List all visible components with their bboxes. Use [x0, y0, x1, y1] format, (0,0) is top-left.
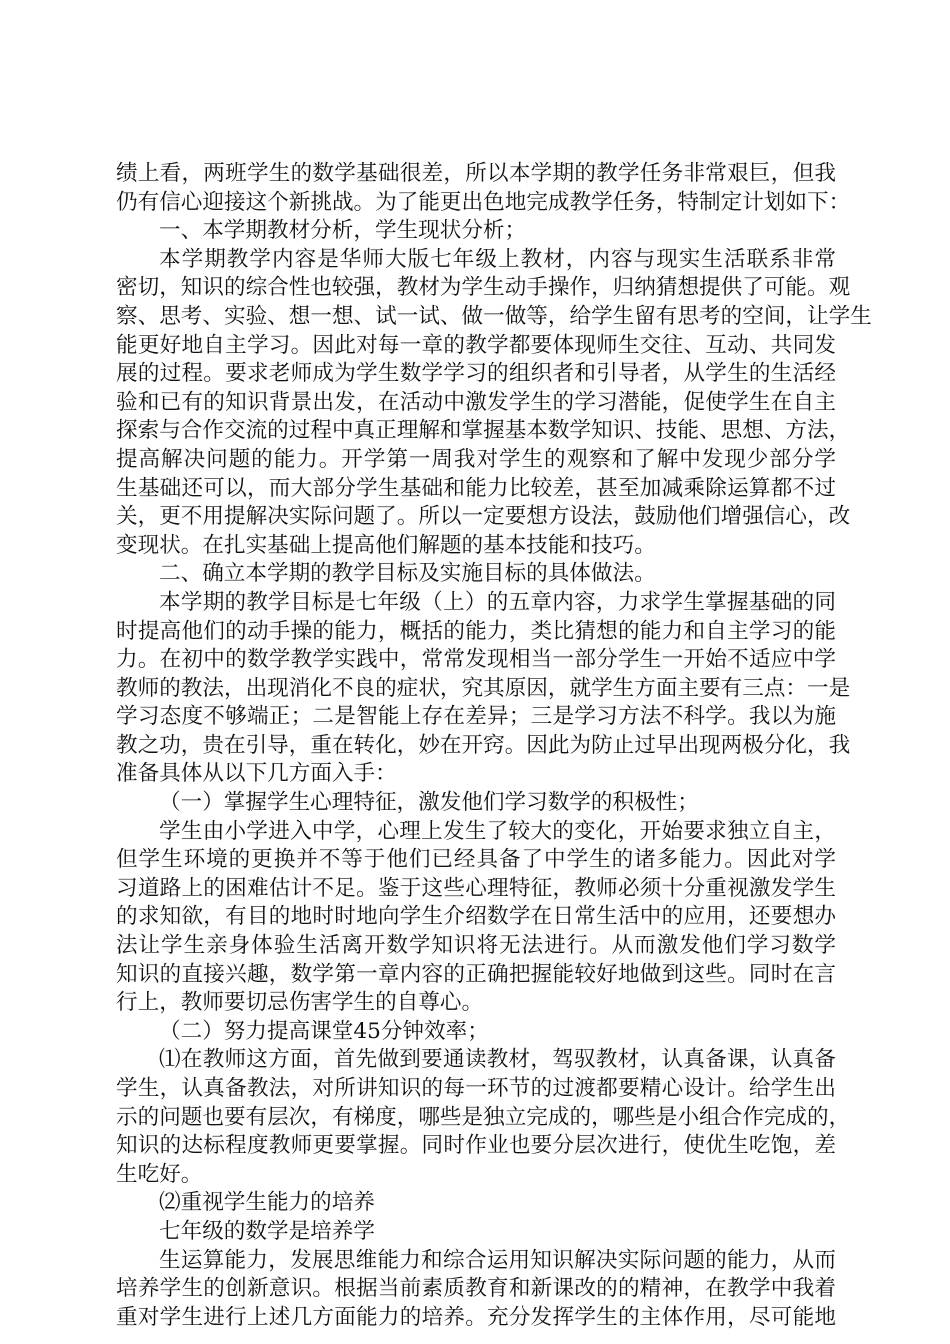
text-line: （二）努力提高课堂45分钟效率； — [159, 1018, 489, 1044]
text-line: 七年级的数学是培养学 — [159, 1218, 375, 1244]
text-line: 一、本学期教材分析，学生现状分析； — [159, 218, 527, 244]
text-line: 教师的教法，出现消化不良的症状，究其原因，就学生方面主要有三点：一是 — [116, 675, 851, 701]
text-line: ⑴在教师这方面，首先做到要通读教材，驾驭教材，认真备课，认真备 — [159, 1047, 836, 1073]
text-line: 但学生环境的更换并不等于他们已经具备了中学生的诸多能力。因此对学 — [116, 847, 836, 873]
text-line: 知识的直接兴趣，数学第一章内容的正确把握能较好地做到这些。同时在言 — [116, 961, 836, 987]
text-line: 的求知欲，有目的地时时地向学生介绍数学在日常生活中的应用，还要想办 — [116, 904, 836, 930]
text-line: 教之功，贵在引导，重在转化，妙在开窍。因此为防止过早出现两极分化，我 — [116, 732, 851, 758]
text-line: 生吃好。 — [116, 1161, 203, 1187]
text-line: 二、确立本学期的教学目标及实施目标的具体做法。 — [159, 561, 656, 587]
text-line: 示的问题也要有层次，有梯度，哪些是独立完成的，哪些是小组合作完成的， — [116, 1104, 851, 1130]
text-line: 生运算能力，发展思维能力和综合运用知识解决实际问题的能力，从而 — [159, 1247, 836, 1273]
text-line: 能更好地自主学习。因此对每一章的教学都要体现师生交往、互动、共同发 — [116, 332, 836, 358]
text-line: 本学期的教学目标是七年级（上）的五章内容，力求学生掌握基础的同 — [159, 589, 836, 615]
text-line: 习道路上的困难估计不足。鉴于这些心理特征，教师必须十分重视激发学生 — [116, 875, 836, 901]
text-line: 重对学生进行上述几方面能力的培养。充分发挥学生的主体作用，尽可能地 — [116, 1304, 836, 1330]
text-line: 验和已有的知识背景出发，在活动中激发学生的学习潜能，促使学生在自主 — [116, 389, 836, 415]
text-line: 培养学生的创新意识。根据当前素质教育和新课改的的精神，在教学中我着 — [116, 1276, 836, 1302]
text-line: 学生由小学进入中学，心理上发生了较大的变化，开始要求独立自主， — [159, 818, 836, 844]
text-line: 准备具体从以下几方面入手： — [116, 761, 397, 787]
text-line: （一）掌握学生心理特征，激发他们学习数学的积极性； — [159, 790, 699, 816]
text-line: 展的过程。要求老师成为学生数学学习的组织者和引导者，从学生的生活经 — [116, 361, 836, 387]
text-line: 探索与合作交流的过程中真正理解和掌握基本数学知识、技能、思想、方法， — [116, 418, 851, 444]
text-line: 仍有信心迎接这个新挑战。为了能更出色地完成教学任务，特制定计划如下： — [116, 189, 851, 215]
text-line: 学生，认真备教法，对所讲知识的每一环节的过渡都要精心设计。给学生出 — [116, 1076, 836, 1101]
text-line: 时提高他们的动手操的能力，概括的能力，类比猜想的能力和自主学习的能 — [116, 618, 836, 644]
text-line: 关，更不用提解决实际问题了。所以一定要想方设法，鼓励他们增强信心，改 — [116, 504, 851, 530]
text-line: 变现状。在扎实基础上提高他们解题的基本技能和技巧。 — [116, 532, 656, 558]
text-line: 知识的达标程度教师更要掌握。同时作业也要分层次进行，使优生吃饱，差 — [116, 1133, 836, 1159]
text-line: 提高解决问题的能力。开学第一周我对学生的观察和了解中发现少部分学 — [116, 446, 836, 472]
text-line: 学习态度不够端正；二是智能上存在差异；三是学习方法不科学。我以为施 — [116, 704, 836, 730]
text-line: 本学期教学内容是华师大版七年级上教材，内容与现实生活联系非常 — [159, 246, 836, 272]
text-line: 密切，知识的综合性也较强，教材为学生动手操作，归纳猜想提供了可能。观 — [116, 275, 851, 301]
text-line: 生基础还可以，而大部分学生基础和能力比较差，甚至加减乘除运算都不过 — [116, 475, 836, 501]
text-line: 法让学生亲身体验生活离开数学知识将无法进行。从而激发他们学习数学 — [116, 933, 836, 959]
text-line: 察、思考、实验、想一想、试一试、做一做等，给学生留有思考的空间，让学生 — [116, 303, 872, 329]
text-line: ⑵重视学生能力的培养 — [159, 1190, 375, 1216]
text-line: 绩上看，两班学生的数学基础很差，所以本学期的教学任务非常艰巨，但我 — [116, 161, 836, 186]
text-line: 行上，教师要切忌伤害学生的自尊心。 — [116, 990, 484, 1016]
text-line: 力。在初中的数学教学实践中，常常发现相当一部分学生一开始不适应中学 — [116, 647, 836, 673]
document-body — [116, 160, 872, 1332]
